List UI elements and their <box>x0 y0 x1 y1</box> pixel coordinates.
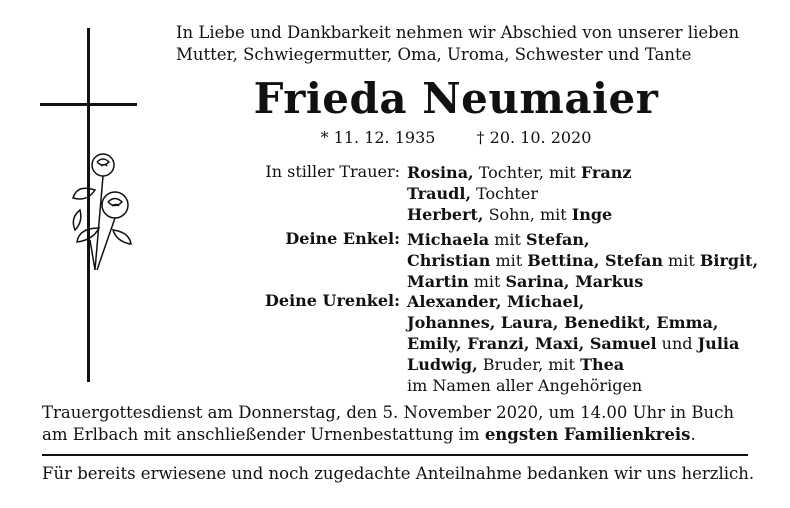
grandchild-line <box>407 271 767 292</box>
cross-bar <box>40 103 137 106</box>
grandchild-name: Stefan, <box>526 230 590 249</box>
grandchild-line <box>407 229 767 250</box>
divider <box>42 454 748 456</box>
mourners-list <box>407 162 767 225</box>
grandchild-name: Bettina, <box>527 251 600 270</box>
death-date: † 20. 10. 2020 <box>476 128 592 147</box>
service-line: Trauergottesdienst am Donnerstag, den 5. November 2020, um 14.00 Uhr in Buch <box>42 403 735 422</box>
great-grandchild-name: Thea <box>580 355 625 374</box>
intro-line: In Liebe und Dankbarkeit nehmen wir Abschied von unserer lieben <box>176 23 740 42</box>
mourner-name: Traudl, <box>407 184 472 203</box>
mourners-label: In stiller Trauer: <box>265 162 400 181</box>
service-text: . <box>690 425 696 444</box>
relation: Tochter <box>471 184 538 203</box>
service-notice <box>42 402 762 446</box>
grandchild-name: Michaela <box>407 230 490 249</box>
relation: Sohn, mit <box>483 205 572 224</box>
thanks-text: Für bereits erwiesene und noch zugedachte Anteilnahme bedanken wir uns herzlich. <box>42 464 755 483</box>
connector: und <box>656 334 698 353</box>
mourner-name: Rosina, <box>407 163 474 182</box>
great-grandchild-name: Julia <box>697 334 740 353</box>
service-line <box>42 424 762 446</box>
closing-line: im Namen aller Angehörigen <box>407 376 643 395</box>
great-grandchild-line: Johannes, Laura, Benedikt, Emma, <box>407 313 719 332</box>
grandchild-line <box>407 250 767 271</box>
grandchildren-label: Deine Enkel: <box>285 229 400 248</box>
connector: mit <box>468 272 506 291</box>
great-grandchild-line <box>407 354 767 375</box>
relation: Bruder, mit <box>477 355 581 374</box>
grandchild-name: Sarina, Markus <box>505 272 644 291</box>
deceased-name: Frieda Neumaier <box>253 74 659 123</box>
grandchild-name: Birgit, <box>699 251 759 270</box>
grandchild-name: Christian <box>407 251 491 270</box>
service-text: am Erlbach mit anschließender Urnenbestattung im <box>42 425 485 444</box>
mourner-name: Herbert, <box>407 205 484 224</box>
great-grandchildren-label: Deine Urenkel: <box>265 291 400 310</box>
connector: mit <box>662 251 700 270</box>
intro-text <box>176 22 776 66</box>
relation: Tochter, mit <box>473 163 581 182</box>
connector: mit <box>490 251 528 270</box>
service-emphasis: engsten Familienkreis <box>484 425 691 444</box>
mourner-line <box>407 183 767 204</box>
mourner-line <box>407 162 767 183</box>
great-grandchild-line <box>407 333 767 354</box>
birth-date: * 11. 12. 1935 <box>320 128 436 147</box>
dates <box>176 128 736 147</box>
great-grandchildren-list <box>407 291 767 396</box>
great-grandchild-name: Emily, Franzi, Maxi, Samuel <box>407 334 657 353</box>
mourner-line <box>407 204 767 225</box>
intro-line: Mutter, Schwiegermutter, Oma, Uroma, Schwester und Tante <box>176 45 692 64</box>
mourner-name: Inge <box>571 205 613 224</box>
great-grandchild-name: Ludwig, <box>407 355 478 374</box>
mourner-name: Franz <box>580 163 632 182</box>
grandchildren-list <box>407 229 767 292</box>
connector: mit <box>489 230 527 249</box>
grandchild-name: Stefan <box>599 251 663 270</box>
great-grandchild-line: Alexander, Michael, <box>407 292 585 311</box>
grandchild-name: Martin <box>407 272 469 291</box>
